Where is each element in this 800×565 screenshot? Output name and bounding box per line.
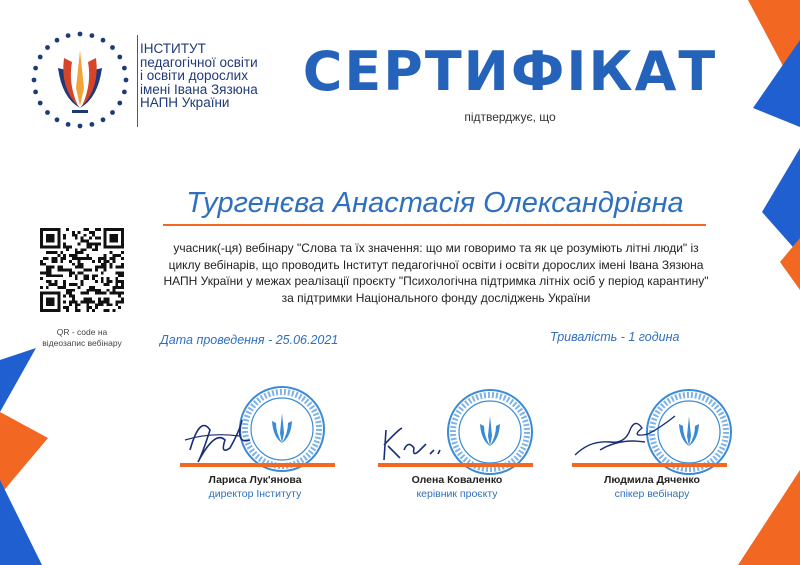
signature-line-2: [378, 463, 533, 467]
logo-star: [55, 117, 60, 122]
signatory-name-2: Олена Коваленко: [411, 474, 503, 486]
qr-caption: [28, 327, 136, 349]
logo-star: [117, 55, 122, 60]
logo-star: [110, 45, 115, 50]
logo-separator: [137, 35, 138, 127]
corner-triangle-bottom-right-orange: [738, 470, 800, 565]
logo-star: [45, 110, 50, 115]
logo-star: [78, 32, 83, 37]
qr-code[interactable]: [40, 228, 124, 312]
logo-star: [101, 38, 106, 43]
signature-1: [180, 410, 260, 470]
event-date: Дата проведення - 25.06.2021: [160, 333, 339, 347]
confirms-text: підтверджує, що: [464, 110, 556, 124]
side-triangle-left-orange: [0, 412, 48, 495]
logo-star: [38, 55, 43, 60]
qr-caption-line: QR - code на: [56, 327, 108, 337]
recipient-name: Тургенєва Анастасія Олександрівна: [186, 187, 684, 219]
logo-star: [90, 33, 95, 38]
institute-name-line: імені Івана Зязюна: [140, 81, 258, 97]
signatory-name-1: Лариса Лук'янова: [208, 474, 302, 486]
logo-star: [90, 122, 95, 127]
logo-star: [33, 90, 38, 95]
institute-name-line: педагогічної освіти: [140, 54, 258, 70]
signature-line-1: [180, 463, 335, 467]
institute-name-line: НАПН України: [140, 95, 230, 110]
logo-star: [66, 33, 71, 38]
signature-3: [570, 410, 680, 460]
institute-logo: [28, 28, 132, 132]
webinar-description: учасник(-ця) вебінару "Слова та їх значення: що ми говоримо та як це розуміють літні люди" із циклу вебінарів, що проводить Інститут педагогічної освіти і освіти дорослих імені Івана Зязюна НАПН України у межах реалізації проєкту "Психологічна підтримка літніх осіб у період карантину" за підтримки Національного фонду досліджень України: [163, 241, 709, 305]
logo-star: [117, 101, 122, 106]
logo-star: [33, 66, 38, 71]
signatory-role-1: директор Інституту: [208, 488, 302, 500]
signature-line-3: [572, 463, 727, 467]
institute-name: [140, 42, 258, 110]
signatory-name-3: Людмила Дяченко: [604, 474, 700, 486]
logo-star: [45, 45, 50, 50]
logo-star: [122, 66, 127, 71]
signatory-role-3: спікер вебінару: [614, 488, 690, 500]
logo-star: [122, 90, 127, 95]
logo-star: [110, 110, 115, 115]
recipient-underline: [163, 224, 706, 226]
side-triangle-right-blue: [762, 148, 800, 255]
side-triangle-left-blue: [0, 348, 36, 412]
signature-2: [378, 420, 468, 465]
certificate-title: СЕРТИФІКАТ: [302, 40, 718, 103]
logo-star: [32, 78, 37, 83]
side-triangle-right-orange: [780, 238, 800, 290]
corner-triangle-bottom-left-blue: [0, 480, 42, 565]
logo-star: [101, 117, 106, 122]
logo-star: [38, 101, 43, 106]
logo-star: [124, 78, 129, 83]
institute-name-line: ІНСТИТУТ: [140, 41, 206, 56]
institute-name-line: і освіти дорослих: [140, 68, 248, 83]
qr-caption-line: відеозапис вебінару: [42, 338, 122, 348]
signatory-role-2: керівник проєкту: [416, 488, 498, 500]
logo-star: [66, 122, 71, 127]
logo-star: [55, 38, 60, 43]
event-duration: Тривалість - 1 година: [550, 330, 680, 344]
logo-star: [78, 124, 83, 129]
